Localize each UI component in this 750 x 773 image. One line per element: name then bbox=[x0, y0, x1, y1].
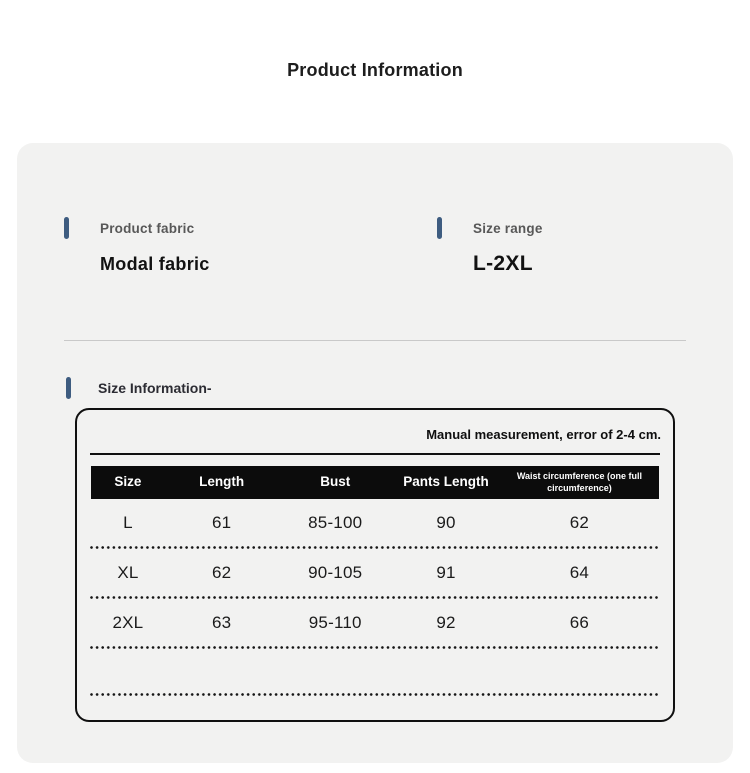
column-header-length: Length bbox=[199, 474, 245, 490]
column-header-waist: Waist circumference (one full circumference) bbox=[516, 471, 643, 493]
product-fabric-label: Product fabric bbox=[100, 220, 195, 236]
page-title: Product Information bbox=[287, 60, 463, 80]
product-fabric-value: Modal fabric bbox=[100, 254, 210, 274]
cell-bust: 85-100 bbox=[308, 512, 363, 532]
cell-length: 61 bbox=[211, 512, 232, 532]
size-information-label: Size Information- bbox=[98, 380, 212, 396]
table-header-row bbox=[91, 466, 659, 499]
empty-row bbox=[77, 649, 673, 693]
cell-waist: 64 bbox=[569, 562, 590, 582]
cell-waist: 62 bbox=[569, 512, 590, 532]
size-range-label: Size range bbox=[473, 220, 543, 236]
cell-pants-length: 91 bbox=[436, 562, 456, 582]
accent-bar bbox=[437, 217, 442, 239]
cell-size: L bbox=[123, 512, 133, 532]
product-info-card bbox=[17, 143, 733, 763]
cell-waist: 66 bbox=[569, 612, 590, 632]
measurement-note: Manual measurement, error of 2-4 cm. bbox=[426, 427, 661, 442]
size-information-header bbox=[66, 377, 212, 399]
cell-length: 62 bbox=[211, 562, 232, 582]
accent-bar bbox=[66, 377, 71, 399]
table-row-2xl bbox=[91, 599, 659, 646]
column-header-size: Size bbox=[114, 474, 142, 490]
table-row-xl bbox=[91, 549, 659, 596]
cell-length: 63 bbox=[211, 612, 232, 632]
product-fabric-block bbox=[64, 217, 210, 275]
cell-size: XL bbox=[117, 562, 139, 582]
table-row-l bbox=[91, 499, 659, 546]
cell-bust: 95-110 bbox=[308, 612, 362, 632]
cell-pants-length: 90 bbox=[436, 512, 456, 532]
cell-bust: 90-105 bbox=[308, 562, 363, 582]
size-range-value: L-2XL bbox=[473, 252, 533, 275]
column-header-pants-length: Pants Length bbox=[403, 474, 489, 490]
cell-size: 2XL bbox=[112, 612, 144, 632]
table-top-rule bbox=[90, 453, 660, 455]
row-separator bbox=[90, 693, 660, 696]
column-header-bust: Bust bbox=[320, 474, 351, 490]
size-range-block bbox=[437, 217, 543, 276]
accent-bar bbox=[64, 217, 69, 239]
cell-pants-length: 92 bbox=[436, 612, 456, 632]
size-chart-table bbox=[75, 408, 675, 722]
section-divider bbox=[64, 340, 686, 341]
